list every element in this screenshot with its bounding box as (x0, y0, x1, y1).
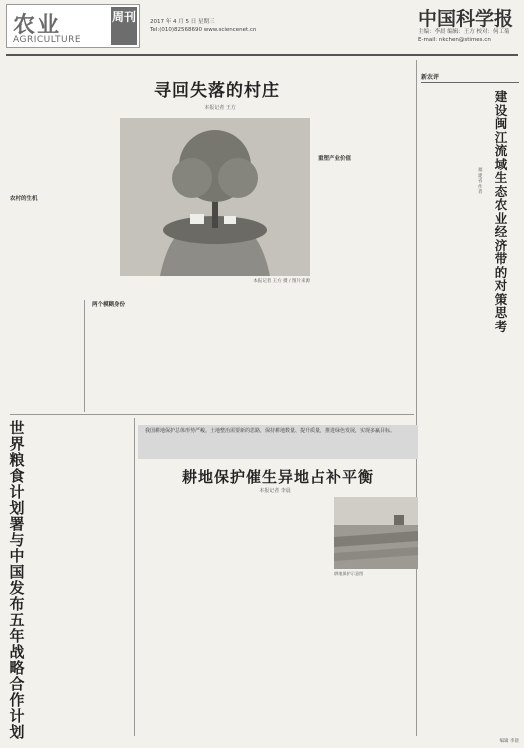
farmland-photo (334, 497, 418, 569)
masthead (6, 4, 518, 54)
subhead-identity: 两个模糊身份 (92, 302, 126, 308)
photo-caption: 本报记者 王方 摄 / 图片来源 (253, 279, 310, 284)
commentary-title: 建设闽江流域生态农业经济带的对策思考 (494, 89, 508, 334)
date-line: 2017 年 4 月 5 日 星期三 (150, 19, 215, 25)
right-column-rule (416, 60, 417, 736)
section-english: AGRICULTURE (13, 35, 82, 45)
editor-info (418, 28, 510, 44)
left-column-rule (84, 300, 85, 412)
village-photo (120, 118, 310, 276)
email-line: E-mail: nkchen@stimes.cn (418, 37, 491, 43)
issue-info (150, 18, 256, 34)
article1-byline: 本报记者 王方 (204, 105, 236, 111)
subhead-industry: 重塑产业价值 (318, 156, 352, 162)
section-title: 农业 (13, 13, 62, 38)
farmland-photo-caption: 耕地保护示意图 (334, 571, 364, 576)
section-box (6, 4, 140, 48)
newspaper-logo: 中国科学报 (418, 8, 514, 30)
summary-text: 我国耕地保护总体形势严峻。土地整治需要新的思路，保持耕地数量、提升质量，推进绿色发展，实现多赢目标。 (145, 428, 396, 434)
commentary-byline: 福建省 作者 (478, 168, 483, 195)
mid-rule (10, 414, 414, 415)
editor-line: 主编：李晨 编辑：王方 校对：何工菊 (418, 29, 510, 35)
weekly-badge: 周刊 (111, 7, 137, 45)
article1-title: 寻回失落的村庄 (154, 81, 280, 101)
contact-line: Tel:(010)82568690 www.sciencenet.cn (150, 27, 257, 33)
article2-title: 耕地保护催生异地占补平衡 (181, 468, 374, 486)
lower-left-rule (134, 418, 135, 736)
masthead-rule (6, 54, 518, 56)
commentary-tag: 新农评 (421, 72, 519, 83)
left-feature-title: 世界粮食计划署与中国发布五年战略合作计划 (9, 419, 25, 741)
page-footer: 编辑 李晨 (499, 739, 519, 744)
subhead-rural-vitality: 农村的生机 (10, 196, 38, 202)
article2-byline: 本报记者 李晨 (259, 488, 291, 494)
